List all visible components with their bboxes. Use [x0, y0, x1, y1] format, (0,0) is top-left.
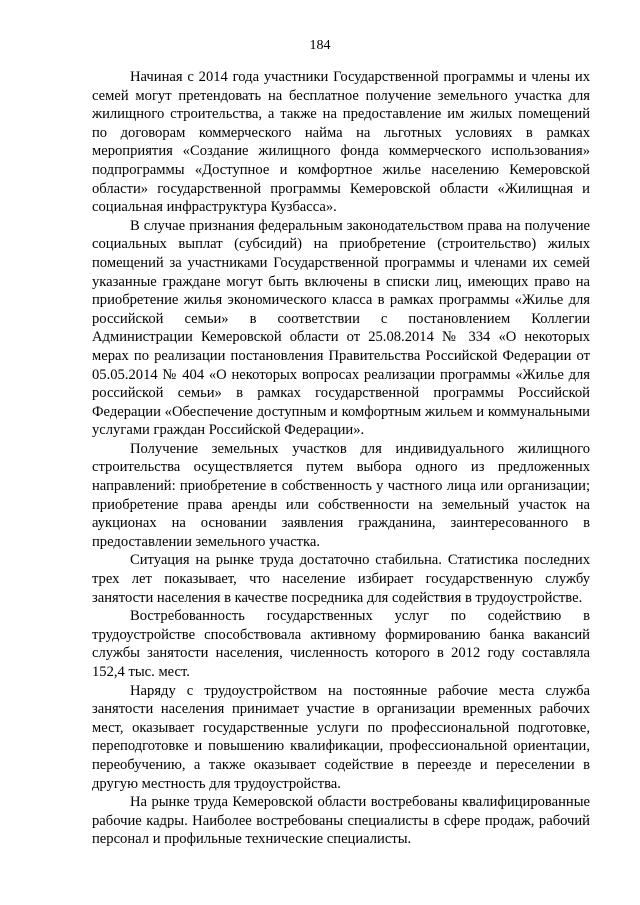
paragraph-5: Востребованность государственных услуг по содействию в трудоустройстве способствовала активному формированию банка вакансий службы занятости населения, численность которого в 2012 году составляла 152,4 тыс. мест. — [92, 608, 590, 680]
page-number: 184 — [309, 38, 331, 53]
paragraph-1: Начиная с 2014 года участники Государственной программы и члены их семей могут претендовать на бесплатное получение земельного участка для жилищного строительства, а также на предоставление им жилых помещений по договорам коммерческого найма на льготных условиях в рамках мероприятия «Создание жилищного фонда коммерческого использования» подпрограммы «Доступное и комфортное жилье населению Кемеровской области» государственной программы Кемеровской области «Жилищная и социальная инфраструктура Кузбасса». — [92, 69, 590, 216]
document-body — [92, 68, 590, 849]
paragraph-6: Наряду с трудоустройством на постоянные рабочие места служба занятости населения принимает участие в организации временных рабочих мест, оказывает государственные услуги по профессиональной подготовке, переподготовке и повышению квалификации, профессиональной ориентации, переобучению, а также оказывает содействие в переезде и переселении в другую местность для трудоустройства. — [92, 682, 590, 792]
paragraph-4: Ситуация на рынке труда достаточно стабильна. Статистика последних трех лет показывает, что население избирает государственную службу занятости населения в качестве посредника для содействия в трудоустройстве. — [92, 552, 590, 606]
paragraph-7: На рынке труда Кемеровской области востребованы квалифицированные рабочие кадры. Наиболее востребованы специалисты в сфере продаж, рабочий персонал и профильные технические специалисты. — [92, 794, 590, 848]
paragraph-2: В случае признания федеральным законодательством права на получение социальных выплат (субсидий) на приобретение (строительство) жилых помещений за участниками Государственной программы и членами их семей указанные граждане могут быть включены в списки лиц, имеющих право на приобретение жилья экономического класса в рамках программы «Жилье для российской семьи» в соответствии с постановлением Коллегии Администрации Кемеровской области от 25.08.2014 № 334 «О некоторых мерах по реализации постановления Правительства Российской Федерации от 05.05.2014 № 404 «О некоторых вопросах реализации программы «Жилье для российской семьи» в рамках государственной программы Российской Федерации «Обеспечение доступным и комфортным жильем и коммунальными услугами граждан Российской Федерации». — [92, 217, 590, 439]
paragraph-3: Получение земельных участков для индивидуального жилищного строительства осуществляется путем выбора одного из предложенных направлений: приобретение в собственность у частного лица или организации; приобретение права аренды или собственности на земельный участок на аукционах на основании заявления гражданина, заинтересованного в предоставлении земельного участка. — [92, 440, 590, 550]
